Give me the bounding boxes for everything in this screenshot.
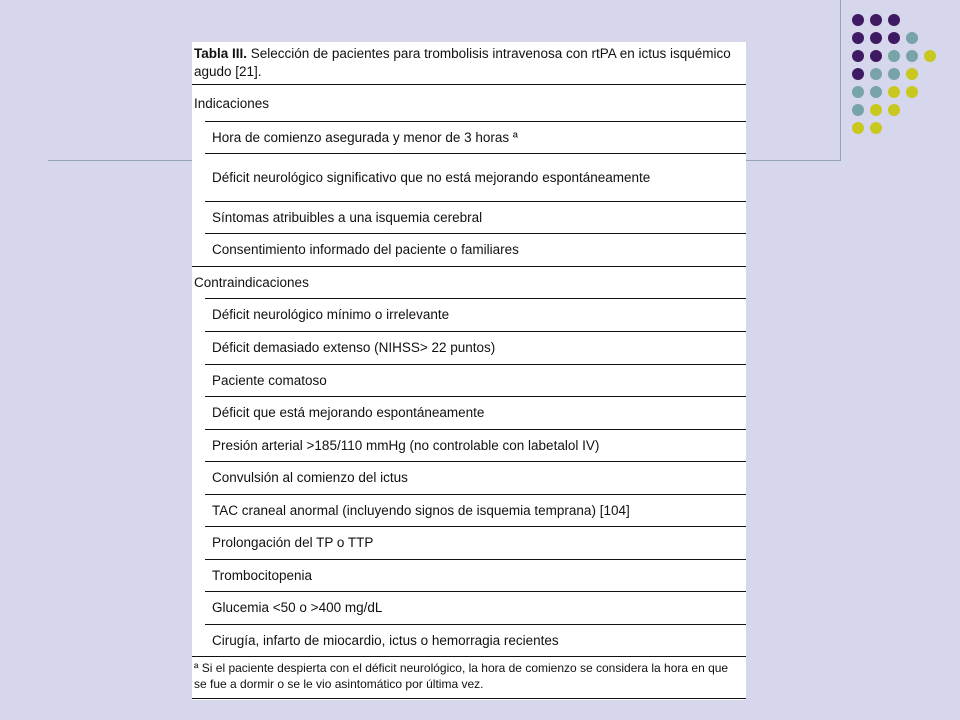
decorative-dot	[888, 104, 900, 116]
decorative-dot	[906, 50, 918, 62]
decorative-dot	[852, 14, 864, 26]
decorative-dot	[906, 68, 918, 80]
list-item: Déficit neurológico significativo que no está mejorando espontáneamente	[212, 169, 651, 185]
decorative-dot	[870, 122, 882, 134]
decorative-dot	[924, 50, 936, 62]
decorative-dot	[870, 14, 882, 26]
decorative-dot	[888, 68, 900, 80]
list-item: Consentimiento informado del paciente o familiares	[212, 242, 519, 257]
section-rule	[192, 656, 746, 657]
decorative-dot	[888, 86, 900, 98]
table-caption-label: Tabla III.	[194, 46, 248, 61]
decorative-dot	[852, 86, 864, 98]
list-item: Convulsión al comienzo del ictus	[212, 470, 408, 485]
decorative-dot	[870, 104, 882, 116]
list-item: Paciente comatoso	[212, 372, 327, 388]
section-title-contraindicaciones: Contraindicaciones	[194, 275, 309, 290]
decorative-dot	[888, 32, 900, 44]
decorative-dot	[906, 32, 918, 44]
list-item: Trombocitopenia	[212, 567, 313, 583]
list-item: Prolongación del TP o TTP	[212, 535, 374, 550]
decorative-dot	[852, 50, 864, 62]
decorative-dot	[870, 32, 882, 44]
table-caption	[194, 45, 742, 81]
list-item: Presión arterial >185/110 mmHg (no controlable con labetalol IV)	[212, 437, 600, 453]
list-item: Síntomas atribuibles a una isquemia cerebral	[212, 209, 483, 225]
section-title-indicaciones: Indicaciones	[194, 95, 270, 111]
list-item: Hora de comienzo asegurada y menor de 3 horas ª	[212, 129, 518, 145]
table-footnote: ª Si el paciente despierta con el déficit neurológico, la hora de comienzo se considera la hora en que se fue a dormir o se le vio asintomático por última vez.	[194, 661, 729, 691]
decorative-dot	[852, 68, 864, 80]
decorative-dot	[870, 50, 882, 62]
decorative-dot	[852, 104, 864, 116]
list-item: Glucemia <50 o >400 mg/dL	[212, 600, 383, 615]
decorative-dot	[852, 32, 864, 44]
table-document	[192, 42, 746, 700]
list-item: Déficit neurológico mínimo o irrelevante	[212, 307, 450, 322]
list-item: Cirugía, infarto de miocardio, ictus o hemorragia recientes	[212, 632, 559, 648]
table-caption-text: Selección de pacientes para trombolisis intravenosa con rtPA en ictus isquémico agudo [21].	[194, 46, 731, 79]
bottom-rule	[192, 698, 746, 699]
list-item: Déficit demasiado extenso (NIHSS> 22 puntos)	[212, 340, 496, 355]
list-item: TAC craneal anormal (incluyendo signos de isquemia temprana) [104]	[212, 502, 630, 518]
decorative-dot-grid	[852, 14, 942, 139]
decorative-dot	[870, 68, 882, 80]
decorative-dot	[870, 86, 882, 98]
list-item: Déficit que está mejorando espontáneamente	[212, 405, 485, 420]
decorative-dot	[888, 50, 900, 62]
decorative-dot	[888, 14, 900, 26]
decorative-vertical-line	[840, 0, 841, 160]
decorative-dot	[852, 122, 864, 134]
decorative-dot	[906, 86, 918, 98]
